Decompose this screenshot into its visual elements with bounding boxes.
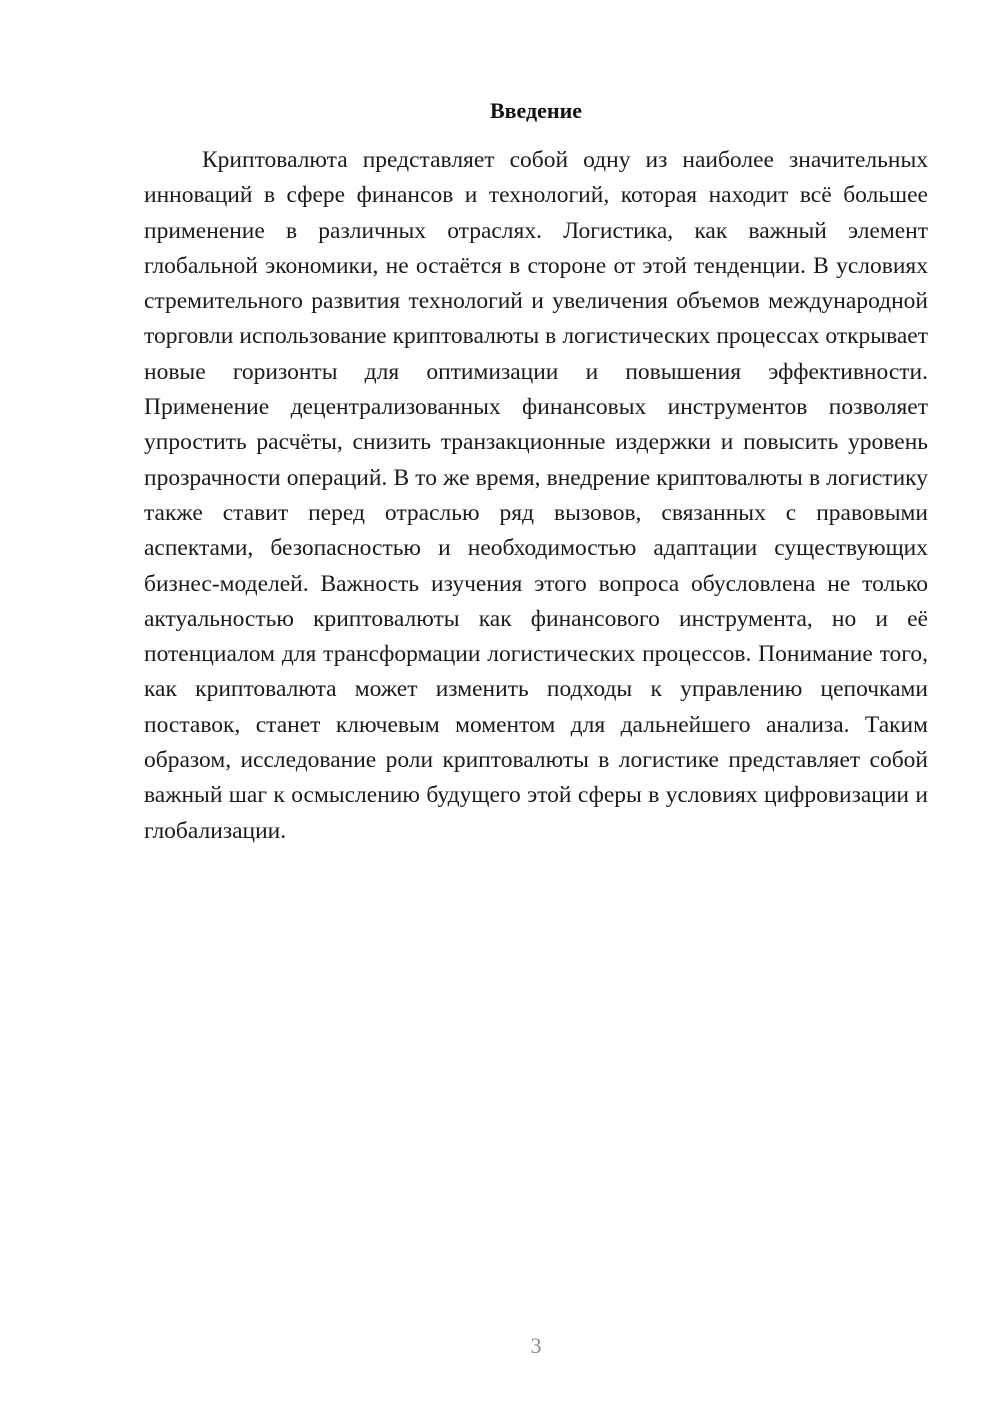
section-heading: Введение [489, 98, 583, 123]
body-paragraph: Криптовалюта представляет собой одну из наиболее значительных инноваций в сфере финансов и технологий, которая находит всё большее применение в различных отраслях. Логистика, как важный элемент глобальной экономики, не остаётся в стороне от этой тенденции. В условиях стремительного развития технологий и увеличения объемов международной торговли использование криптовалюты в логистических процессах открывает новые горизонты для оптимизации и повышения эффективности. Применение децентрализованных финансовых инструментов позволяет упростить расчёты, снизить транзакционные издержки и повысить уровень прозрачности операций. В то же время, внедрение криптовалюты в логистику также ставит перед отраслью ряд вызовов, связанных с правовыми аспектами, безопасностью и необходимостью адаптации существующих бизнес-моделей. Важность изучения этого вопроса обусловлена не только актуальностью криптовалюты как финансового инструмента, но и её потенциалом для трансформации логистических процессов. Понимание того, как криптовалюта может изменить подходы к управлению цепочками поставок, станет ключевым моментом для дальнейшего анализа. Таким образом, исследование роли криптовалюты в логистике представляет собой важный шаг к осмыслению будущего этой сферы в условиях цифровизации и глобализации. [144, 147, 928, 844]
page-number: 3 [530, 1333, 542, 1358]
